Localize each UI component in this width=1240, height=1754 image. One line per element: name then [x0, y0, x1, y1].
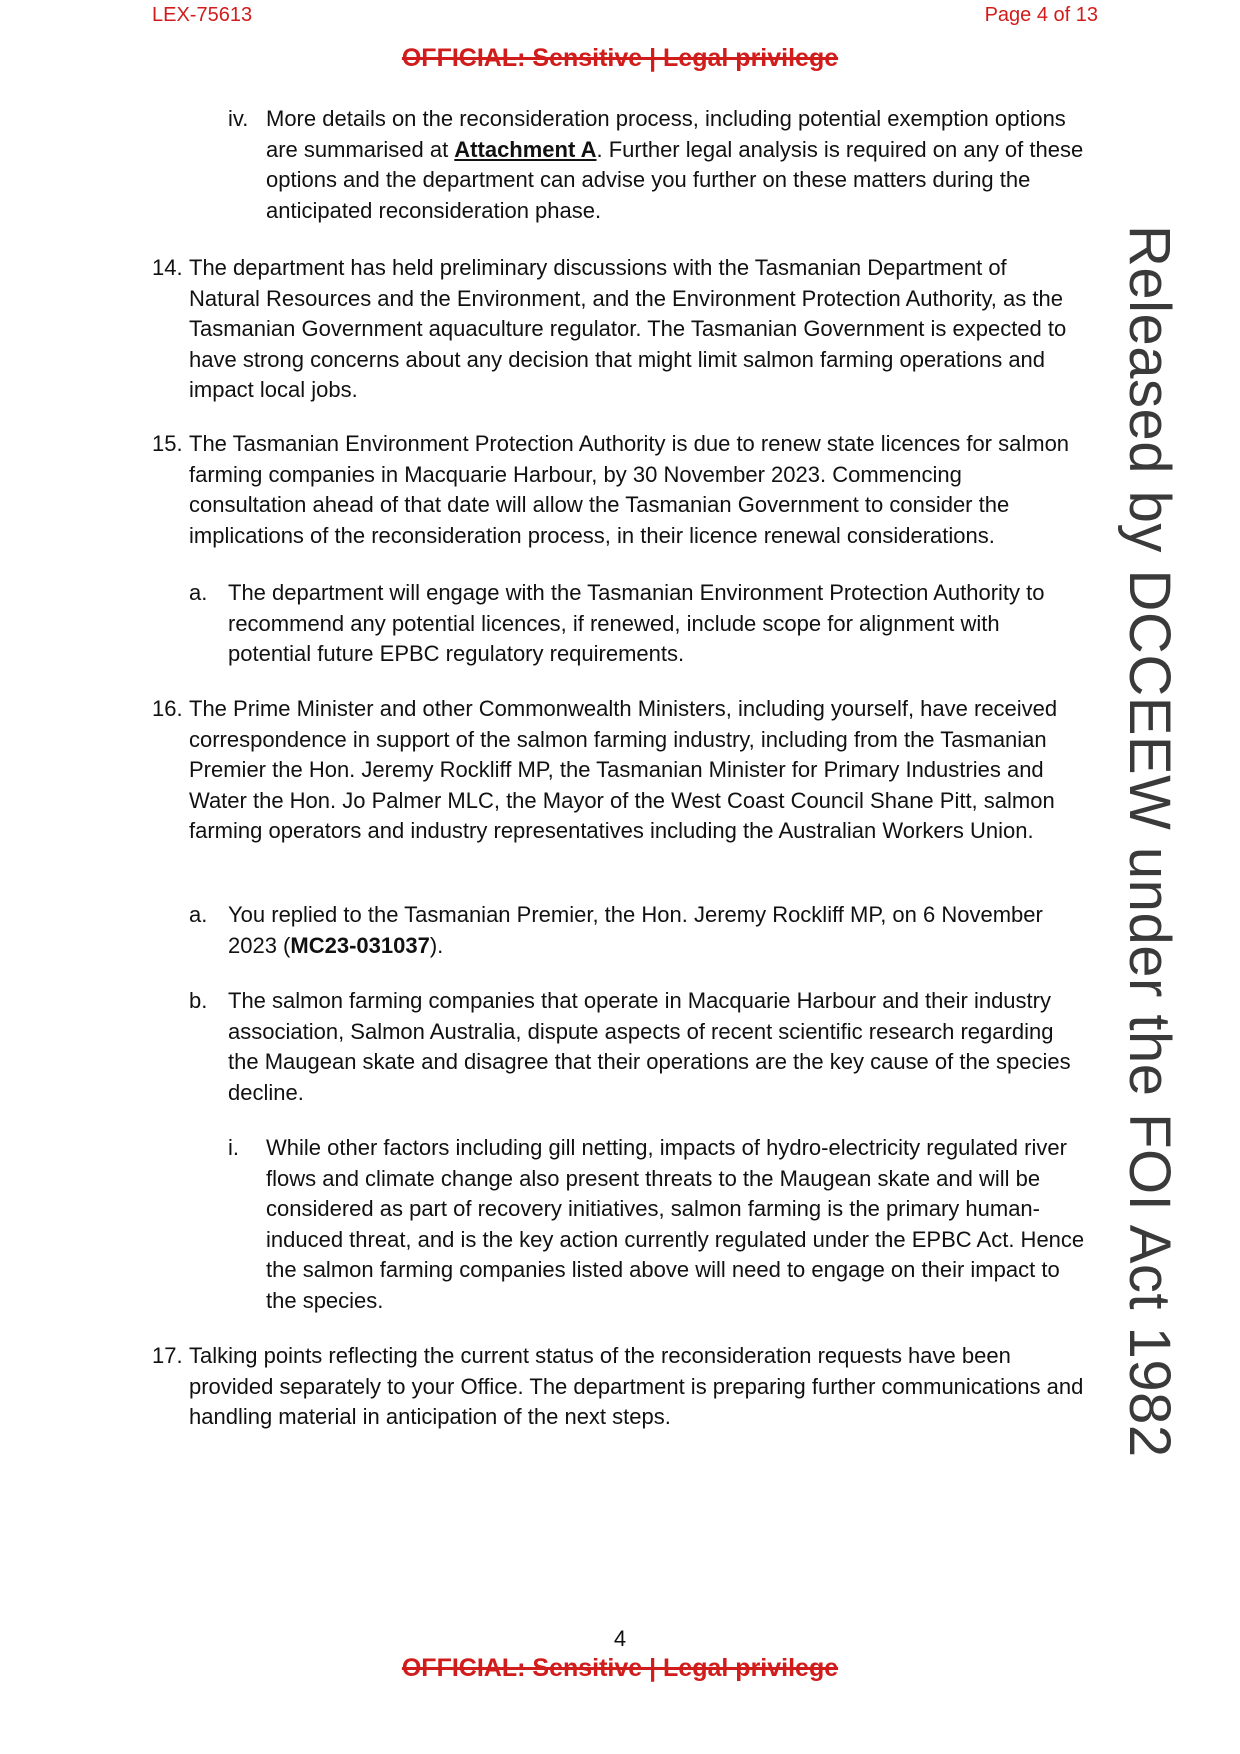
- list-item-text: More details on the reconsideration process, including potential exemption options are summarised at Attachment A. Further legal analysis is required on any of these options and the department can advise you further on these matters during the anticipated reconsideration phase.: [266, 106, 1084, 223]
- list-marker: i.: [228, 1135, 239, 1160]
- list-marker: a.: [189, 902, 208, 927]
- page-number: 4: [613, 1626, 627, 1651]
- paragraph-text: Talking points reflecting the current status of the reconsideration requests have been provided separately to your Office. The department is preparing further communications and handling material in anticipation of the next steps.: [189, 1343, 1084, 1429]
- list-marker: b.: [189, 988, 208, 1013]
- list-item-text: While other factors including gill netting, impacts of hydro-electricity regulated river flows and climate change also present threats to the Maugean skate and will be considered as part of recovery initiatives, salmon farming is the primary human-induced threat, and is the key action currently regulated under the EPBC Act. Hence the salmon farming companies listed above will need to engage on their impact to the species.: [266, 1135, 1085, 1313]
- paragraph-number: 16.: [152, 696, 183, 721]
- paragraph-number: 14.: [152, 255, 183, 280]
- security-classification-header: OFFICIAL: Sensitive | Legal privilege: [401, 44, 839, 72]
- document-reference: LEX-75613: [152, 4, 253, 26]
- foi-release-watermark: Released by DCCEEW under the FOI Act 1982: [1117, 225, 1182, 1458]
- attachment-a-link[interactable]: Attachment A: [454, 136, 597, 162]
- paragraph-number: 17.: [152, 1343, 183, 1368]
- paragraph-text: The Prime Minister and other Commonwealth Ministers, including yourself, have received correspondence in support of the salmon farming industry, including from the Tasmanian Premier the Hon. Jeremy Rockliff MP, the Tasmanian Minister for Primary Industries and Water the Hon. Jo Palmer MLC, the Mayor of the West Coast Council Shane Pitt, salmon farming operators and industry representatives including the Australian Workers Union.: [189, 696, 1058, 843]
- page-label: Page 4 of 13: [984, 4, 1098, 26]
- paragraph-text: The Tasmanian Environment Protection Authority is due to renew state licences for salmon farming companies in Macquarie Harbour, by 30 November 2023. Commencing consultation ahead of that date will allow the Tasmanian Government to consider the implications of the reconsideration process, in their licence renewal considerations.: [189, 431, 1070, 548]
- list-item-text: The salmon farming companies that operate in Macquarie Harbour and their industry association, Salmon Australia, dispute aspects of recent scientific research regarding the Maugean skate and disagree that their operations are the key cause of the species decline.: [228, 988, 1071, 1105]
- paragraph-number: 15.: [152, 431, 183, 456]
- list-marker: iv.: [228, 106, 249, 131]
- list-item-text: You replied to the Tasmanian Premier, the Hon. Jeremy Rockliff MP, on 6 November 2023 (MC23-031037).: [228, 902, 1043, 958]
- ministerial-correspondence-ref: MC23-031037: [290, 932, 430, 958]
- list-marker: a.: [189, 580, 208, 605]
- list-item-text: The department will engage with the Tasmanian Environment Protection Authority to recommend any potential licences, if renewed, include scope for alignment with potential future EPBC regulatory requirements.: [228, 580, 1045, 666]
- paragraph-text: The department has held preliminary discussions with the Tasmanian Department of Natural Resources and the Environment, and the Environment Protection Authority, as the Tasmanian Government aquaculture regulator. The Tasmanian Government is expected to have strong concerns about any decision that might limit salmon farming operations and impact local jobs.: [189, 255, 1067, 402]
- security-classification-footer: OFFICIAL: Sensitive | Legal privilege: [401, 1654, 839, 1682]
